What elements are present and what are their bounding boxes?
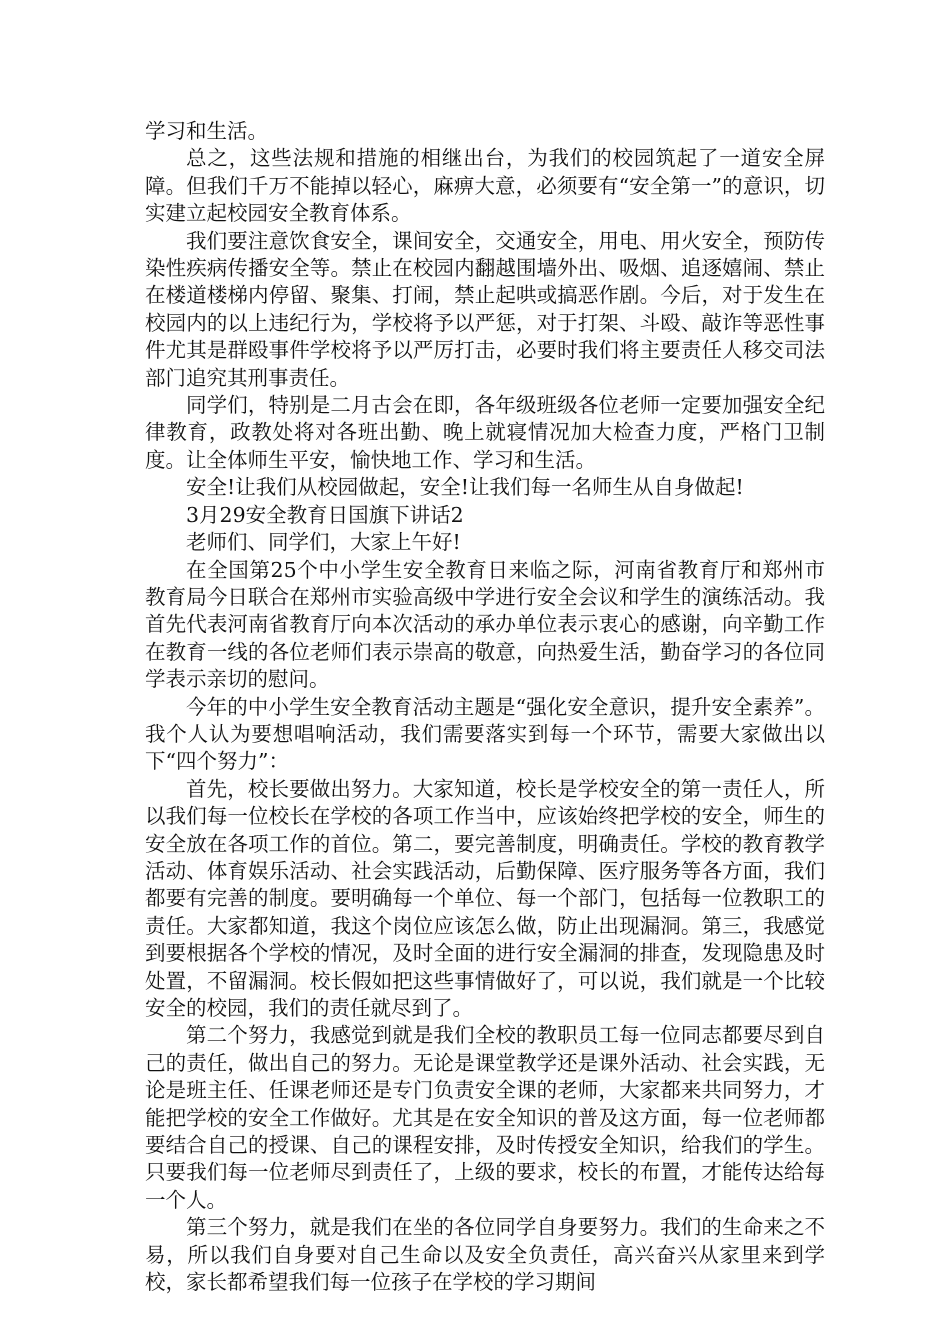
paragraph: 在全国第25个中小学生安全教育日来临之际，河南省教育厅和郑州市教育局今日联合在郑州市实验高级中学进行安全会议和学生的演练活动。我首先代表河南省教育厅向本次活动的承办单位表示衷心的感谢，向辛勤工作在教育一线的各位老师们表示崇高的敬意，向热爱生活，勤奋学习的各位同学表示亲切的慰问。 xyxy=(145,557,825,692)
paragraph: 我们要注意饮食安全，课间安全，交通安全，用电、用火安全，预防传染性疾病传播安全等。禁止在校园内翻越围墙外出、吸烟、追逐嬉闹、禁止在楼道楼梯内停留、聚集、打闹，禁止起哄或搞恶作剧。今后，对于发生在校园内的以上违纪行为，学校将予以严惩，对于打架、斗殴、敲诈等恶性事件尤其是群殴事件学校将予以严厉打击，必要时我们将主要责任人移交司法部门追究其刑事责任。 xyxy=(145,228,825,390)
paragraph: 第二个努力，我感觉到就是我们全校的教职员工每一位同志都要尽到自己的责任，做出自己的努力。无论是课堂教学还是课外活动、社会实践，无论是班主任、任课老师还是专门负责安全课的老师，大家都来共同努力，才能把学校的安全工作做好。尤其是在安全知识的普及这方面，每一位老师都要结合自己的授课、自己的课程安排，及时传授安全知识，给我们的学生。只要我们每一位老师尽到责任了，上级的要求，校长的布置，才能传达给每一个人。 xyxy=(145,1023,825,1212)
paragraph: 总之，这些法规和措施的相继出台，为我们的校园筑起了一道安全屏障。但我们千万不能掉以轻心，麻痹大意，必须要有“安全第一”的意识，切实建立起校园安全教育体系。 xyxy=(145,146,825,226)
greeting: 老师们、同学们，大家上午好! xyxy=(186,530,461,555)
paragraph: 今年的中小学生安全教育活动主题是“强化安全意识，提升安全素养”。我个人认为要想唱响活动，我们需要落实到每一个环节，需要大家做出以下“四个努力”： xyxy=(145,694,825,774)
paragraph: 首先，校长要做出努力。大家知道，校长是学校安全的第一责任人，所以我们每一位校长在学校的各项工作当中，应该始终把学校的安全，师生的安全放在各项工作的首位。第二，要完善制度，明确责任。学校的教育教学活动、体育娱乐活动、社会实践活动，后勤保障、医疗服务等各方面，我们都要有完善的制度。要明确每一个单位、每一个部门，包括每一位教职工的责任。大家都知道，我这个岗位应该怎么做，防止出现漏洞。第三，我感觉到要根据各个学校的情况，及时全面的进行安全漏洞的排查，发现隐患及时处置，不留漏洞。校长假如把这些事情做好了，可以说，我们就是一个比较安全的校园，我们的责任就尽到了。 xyxy=(145,776,825,1020)
paragraph: 安全!让我们从校园做起，安全!让我们每一名师生从自身做起! xyxy=(186,475,744,500)
document-page xyxy=(145,118,825,1296)
paragraph: 第三个努力，就是我们在坐的各位同学自身要努力。我们的生命来之不易，所以我们自身要对自己生命以及安全负责任，高兴奋兴从家里来到学校，家长都希望我们每一位孩子在学校的学习期间 xyxy=(145,1215,825,1295)
paragraph: 同学们，特别是二月古会在即，各年级班级各位老师一定要加强安全纪律教育，政教处将对各班出勤、晚上就寝情况加大检查力度，严格门卫制度。让全体师生平安，愉快地工作、学习和生活。 xyxy=(145,393,825,472)
paragraph: 学习和生活。 xyxy=(145,119,268,143)
section-heading: 3月29安全教育日国旗下讲话2 xyxy=(186,502,464,527)
